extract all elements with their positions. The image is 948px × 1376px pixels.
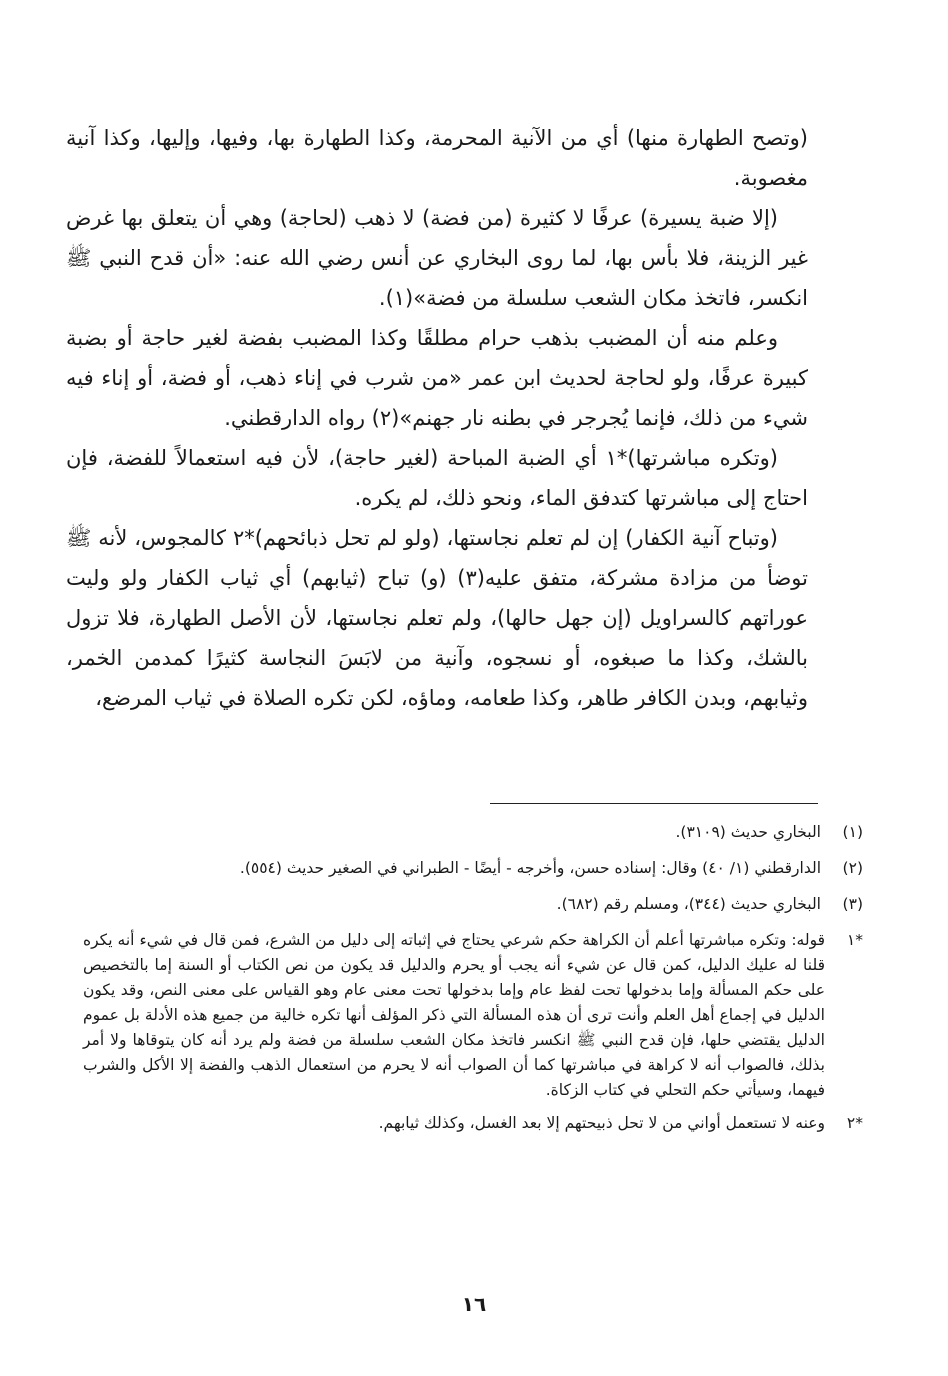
commentary-text: وعنه لا تستعمل أواني من لا تحل ذبيحتهم إلا بعد الغسل، وكذلك ثيابهم. [378,1114,825,1132]
footnote-number: (٣) [842,895,863,913]
commentary-marker: *١ [846,931,863,949]
page-number: ١٦ [461,1292,487,1316]
footnote-separator [490,803,818,804]
paragraph: (وتكره مباشرتها)*١ أي الضبة المباحة (لغير حاجة)، لأن فيه استعمالاً للفضة، فإن احتاج إلى مباشرتها كتدفق الماء، ونحو ذلك، لم يكره. [66,446,808,510]
footnote [83,856,863,881]
footnote-number: (١) [842,823,863,841]
footnote-text: البخاري حديث (٣٤٤)، ومسلم رقم (٦٨٢). [556,895,821,913]
commentary-text: قوله: وتكره مباشرتها أعلم أن الكراهة حكم شرعي يحتاج في إثباته إلى دليل من الشرع، فمن قال في شيء أنه يكره قلنا له عليك الدليل، كمن قال عن شيء أنه يجب أو يحرم والدليل قد يكون من نص الكتاب أو السنة إما بالتخصيص على حكم المسألة وإما بدخولها تحت لفظ عام وإما بدخولها تحت معنى عام وهو القياس على معنى النص، وقد يكون الدليل في إجماع أهل العلم وأنت ترى أن هذه المسألة التي ذكر المؤلف أنها تكره خالية من جميع هذه الأدلة بل عموم الدليل يقتضي حلها، فإن قدح النبي ﷺ انكسر فاتخذ مكان الشعب سلسلة من فضة ولم يرد أنه كان يتوقاها ولا أمر بذلك، فالصواب أنه لا كراهة في مباشرتها كما أن الصواب أنه لا يحرم من استعمال الذهب والفضة إلا الأكل والشرب فيهما، وسيأتي حكم التحلي في كتاب الزكاة. [83,931,825,1099]
commentary-note [83,1111,863,1136]
footnote-number: (٢) [842,859,863,877]
footnote [83,892,863,917]
main-text [66,118,808,718]
commentary-marker: *٢ [846,1114,863,1132]
footnote [83,820,863,845]
paragraph: وعلم منه أن المضبب بذهب حرام مطلقًا وكذا المضبب بفضة لغير حاجة أو بضبة كبيرة عرفًا، ولو لحاجة لحديث ابن عمر «من شرب في إناء ذهب، أو فضة، أو إناء فيه شيء من ذلك، فإنما يُجرجر في بطنه نار جهنم»(٢) رواه الدارقطني. [66,326,808,430]
footnotes [83,820,863,1144]
paragraph: (وتصح الطهارة منها) أي من الآنية المحرمة، وكذا الطهارة بها، وفيها، وإليها، وكذا آنية مغصوبة. [66,126,808,190]
paragraph: (إلا ضبة يسيرة) عرفًا لا كثيرة (من فضة) لا ذهب (لحاجة) وهي أن يتعلق بها غرض غير الزينة، فلا بأس بها، لما روى البخاري عن أنس رضي الله عنه: «أن قدح النبي ﷺ انكسر، فاتخذ مكان الشعب سلسلة من فضة»(١). [66,206,808,310]
commentary-note [83,928,863,1103]
footnote-text: الدارقطني (١/ ٤٠) وقال: إسناده حسن، وأخرجه - أيضًا - الطبراني في الصغير حديث (٥٥٤). [239,859,821,877]
paragraph: (وتباح آنية الكفار) إن لم تعلم نجاستها، (ولو لم تحل ذبائحهم)*٢ كالمجوس، لأنه ﷺ توضأ من مزادة مشركة، متفق عليه(٣) (و) تباح (ثيابهم) أي ثياب الكفار ولو وليت عوراتهم كالسراويل (إن جهل حالها)، ولم تعلم نجاستها، لأن الأصل الطهارة، فلا تزول بالشك، وكذا ما صبغوه، أو نسجوه، وآنية من لابَسَ النجاسة كثيرًا كمدمن الخمر، وثيابهم، وبدن الكافر طاهر، وكذا طعامه، وماؤه، لكن تكره الصلاة في ثياب المرضع، [66,526,808,710]
footnote-text: البخاري حديث (٣١٠٩). [675,823,821,841]
